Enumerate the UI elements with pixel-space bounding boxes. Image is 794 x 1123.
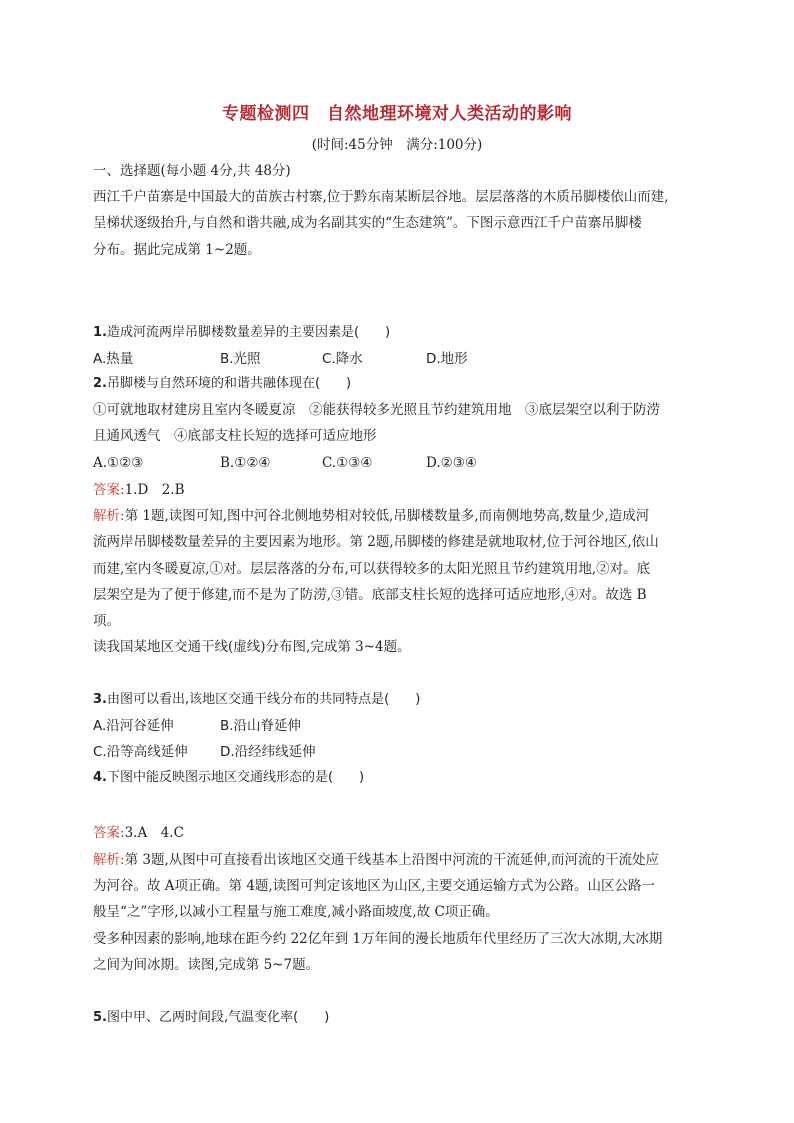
question-4 <box>93 769 364 787</box>
intro3-line: 之间为间冰期。读图,完成第 5~7题。 <box>93 957 320 973</box>
analysis-label: 解析: <box>93 852 125 868</box>
question-stem: 吊脚楼与自然环境的和谐共融体现在( ) <box>106 376 352 391</box>
answer-text: 3.A 4.C <box>124 825 184 841</box>
analysis-line: 项。 <box>93 613 120 629</box>
question-5 <box>93 1009 329 1027</box>
question-1-stem-row <box>93 324 390 342</box>
option-a: A.热量 <box>93 351 134 367</box>
option-c: C.沿等高线延伸 <box>93 744 188 760</box>
question-number: 2. <box>93 376 107 391</box>
analysis-label: 解析: <box>93 508 125 524</box>
question-2-statement: ①可就地取材建房且室内冬暖夏凉 ②能获得较多光照且节约建筑用地 ③底层架空以利于防涝 <box>93 402 660 418</box>
question-number: 5. <box>93 1010 107 1025</box>
analysis-line: 般呈“之”字形,以减小工程量与施工难度,减小路面坡度,故 C项正确。 <box>93 904 499 920</box>
question-2-stem-row <box>93 375 351 393</box>
option-b: B.沿山脊延伸 <box>220 718 302 734</box>
question-stem: 由图可以看出,该地区交通干线分布的共同特点是( ) <box>106 692 421 707</box>
option-d: D.②③④ <box>426 455 477 471</box>
intro1-line: 分布。据此完成第 1~2题。 <box>93 242 261 258</box>
section-heading: 一、选择题(每小题 4分,共 48分) <box>93 163 291 179</box>
question-3-stem-row <box>93 691 420 709</box>
option-a: A.沿河谷延伸 <box>93 718 174 734</box>
answer-block-1 <box>93 481 185 499</box>
analysis-line: 而建,室内冬暖夏凉,①对。层层落落的分布,可以获得较多的太阳光照且节约建筑用地,②对。底 <box>93 561 651 577</box>
answer-text: 1.D 2.B <box>124 482 185 498</box>
analysis-first-line <box>93 507 649 525</box>
option-a: A.①②③ <box>93 455 144 471</box>
analysis-line: 第 3题,从图中可直接看出该地区交通干线基本上沿图中河流的干流延伸,而河流的干流处应 <box>124 852 660 868</box>
answer-label: 答案: <box>93 825 125 841</box>
intro1-line: 呈梯状逐级抬升,与自然和谐共融,成为名副其实的“生态建筑”。下图示意西江千户苗寨吊脚楼 <box>93 215 642 231</box>
intro3-line: 受多种因素的影响,地球在距今约 22亿年到 1万年间的漫长地质年代里经历了三次大冰期,大冰期 <box>93 931 663 947</box>
option-c: C.①③④ <box>322 455 373 471</box>
question-number: 1. <box>93 325 107 340</box>
question-number: 4. <box>93 770 107 785</box>
analysis-line: 流两岸吊脚楼数量差异的主要因素为地形。第 2题,吊脚楼的修建是就地取材,位于河谷地区,依山 <box>93 534 659 550</box>
analysis-first-line <box>93 851 659 869</box>
intro-paragraph-2: 读我国某地区交通干线(虚线)分布图,完成第 3~4题。 <box>93 639 411 655</box>
analysis-line: 层架空是为了便于修建,而不是为了防涝,③错。底部支柱长短的选择可适应地形,④对。故选 B <box>93 587 647 603</box>
page-title: 专题检测四 自然地理环境对人类活动的影响 <box>222 104 572 124</box>
option-d: D.地形 <box>426 351 468 367</box>
option-b: B.①②④ <box>220 455 271 471</box>
option-d: D.沿经纬线延伸 <box>220 744 316 760</box>
answer-label: 答案: <box>93 482 125 498</box>
question-stem: 造成河流两岸吊脚楼数量差异的主要因素是( ) <box>106 325 391 340</box>
answer-block-2 <box>93 824 184 842</box>
question-2-statement: 且通风透气 ④底部支柱长短的选择可适应地形 <box>93 428 377 444</box>
intro1-line: 西江千户苗寨是中国最大的苗族古村寨,位于黔东南某断层谷地。层层落落的木质吊脚楼依山而建, <box>93 189 669 205</box>
question-stem: 图中甲、乙两时间段,气温变化率( ) <box>106 1010 330 1025</box>
analysis-line: 第 1题,读图可知,图中河谷北侧地势相对较低,吊脚楼数量多,而南侧地势高,数量少,造成河 <box>124 508 650 524</box>
option-c: C.降水 <box>322 351 363 367</box>
question-stem: 下图中能反映图示地区交通线形态的是( ) <box>106 770 365 785</box>
page-subtitle: (时间:45分钟 满分:100分) <box>311 137 483 153</box>
analysis-line: 为河谷。故 A项正确。第 4题,读图可判定该地区为山区,主要交通运输方式为公路。山区公路一 <box>93 878 656 894</box>
option-b: B.光照 <box>220 351 261 367</box>
question-number: 3. <box>93 692 107 707</box>
